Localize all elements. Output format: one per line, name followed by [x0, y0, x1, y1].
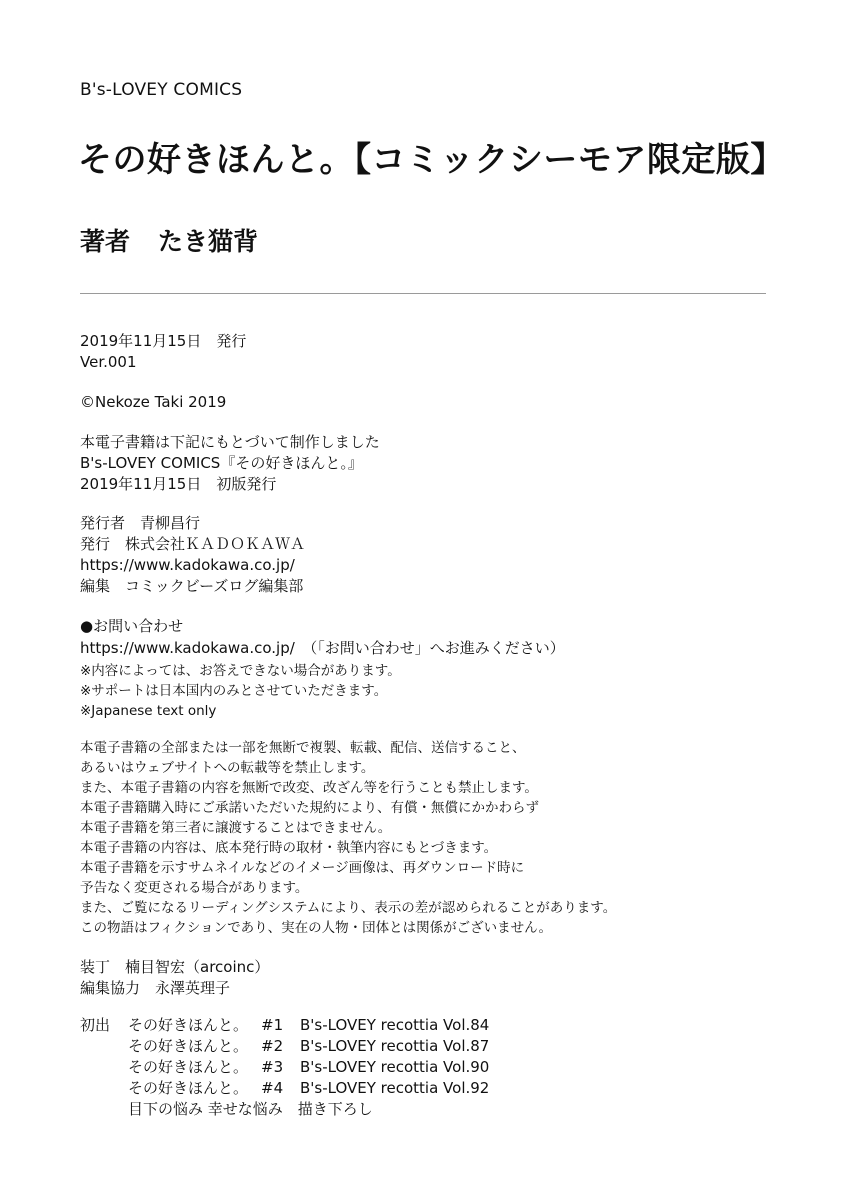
legal-line: 本電子書籍の全部または一部を無断で複製、転載、配信、送信すること、	[80, 740, 526, 756]
legal-line: また、本電子書籍の内容を無断で改変、改ざん等を行うことも禁止します。	[80, 780, 538, 796]
source-line: B's-LOVEY COMICS『その好きほんと。』	[80, 454, 363, 472]
imprint-label: B's-LOVEY COMICS	[80, 80, 243, 100]
source-info	[80, 432, 380, 495]
legal-line: また、ご覧になるリーディングシステムにより、表示の差が認められることがあります。	[80, 900, 617, 916]
entry-number: #3	[261, 1058, 284, 1076]
entry-magazine: B's-LOVEY recottia Vol.92	[300, 1079, 490, 1097]
legal-notice	[80, 738, 616, 918]
legal-line: 本電子書籍の内容は、底本発行時の取材・執筆内容にもとづきます。	[80, 840, 498, 856]
fiction-notice	[80, 918, 552, 938]
copyright-text: ©Nekoze Taki 2019	[80, 393, 227, 411]
legal-line: 本電子書籍を第三者に譲渡することはできません。	[80, 820, 392, 836]
contact-note: ※内容によっては、お答えできない場合があります。	[80, 663, 401, 679]
legal-line: 本電子書籍を示すサムネイルなどのイメージ画像は、再ダウンロード時に	[80, 860, 525, 876]
credits	[80, 957, 269, 999]
contact-heading: ●お問い合わせ	[80, 617, 184, 635]
contact-section	[80, 616, 565, 660]
publication-date: 2019年11月15日 発行	[80, 332, 247, 350]
publisher-url: https://www.kadokawa.co.jp/	[80, 556, 295, 574]
divider	[80, 293, 766, 294]
entry-title: その好きほんと。	[128, 1058, 249, 1076]
author-role: 著者	[80, 227, 131, 256]
publication-info	[80, 331, 246, 373]
publisher-line: 発行 株式会社ＫＡＤＯＫＡＷＡ	[80, 535, 306, 553]
author-name: たき猫背	[158, 227, 259, 256]
publisher-info	[80, 513, 305, 597]
entry-number: #1	[261, 1016, 284, 1034]
contact-note: ※Japanese text only	[80, 703, 217, 719]
fiction-text: この物語はフィクションであり、実在の人物・団体とは関係がございません。	[80, 920, 552, 936]
credit-line: 編集協力 永澤英理子	[80, 979, 231, 997]
entry-extra: 目下の悩み 幸せな悩み 描き下ろし	[128, 1100, 373, 1118]
entry-title: その好きほんと。	[128, 1016, 249, 1034]
book-title: その好きほんと。【コミックシーモア限定版】	[78, 140, 785, 180]
version: Ver.001	[80, 353, 137, 371]
entry-number: #2	[261, 1037, 284, 1055]
entry-title: その好きほんと。	[128, 1079, 249, 1097]
entry-magazine: B's-LOVEY recottia Vol.84	[300, 1016, 490, 1034]
entry-title: その好きほんと。	[128, 1037, 249, 1055]
contact-url: https://www.kadokawa.co.jp/ （「お問い合わせ」へお進みください）	[80, 639, 565, 657]
contact-notes	[80, 661, 401, 721]
credit-line: 装丁 楠目智宏（arcoinc）	[80, 958, 270, 976]
contact-note: ※サポートは日本国内のみとさせていただきます。	[80, 683, 388, 699]
entry-number: #4	[261, 1079, 284, 1097]
publisher-line: 発行者 青柳昌行	[80, 514, 201, 532]
legal-line: 予告なく変更される場合があります。	[80, 880, 309, 896]
legal-line: あるいはウェブサイトへの転載等を禁止します。	[80, 760, 375, 776]
author-line	[80, 222, 258, 258]
source-line: 本電子書籍は下記にもとづいて制作しました	[80, 433, 380, 451]
entry-magazine: B's-LOVEY recottia Vol.90	[300, 1058, 490, 1076]
source-line: 2019年11月15日 初版発行	[80, 475, 277, 493]
publisher-line: 編集 コミックビーズログ編集部	[80, 577, 304, 595]
entry-magazine: B's-LOVEY recottia Vol.87	[300, 1037, 490, 1055]
first-appearance-label: 初出	[80, 1016, 111, 1034]
copyright	[80, 392, 226, 413]
legal-line: 本電子書籍購入時にご承諾いただいた規約により、有償・無償にかかわらず	[80, 800, 539, 816]
